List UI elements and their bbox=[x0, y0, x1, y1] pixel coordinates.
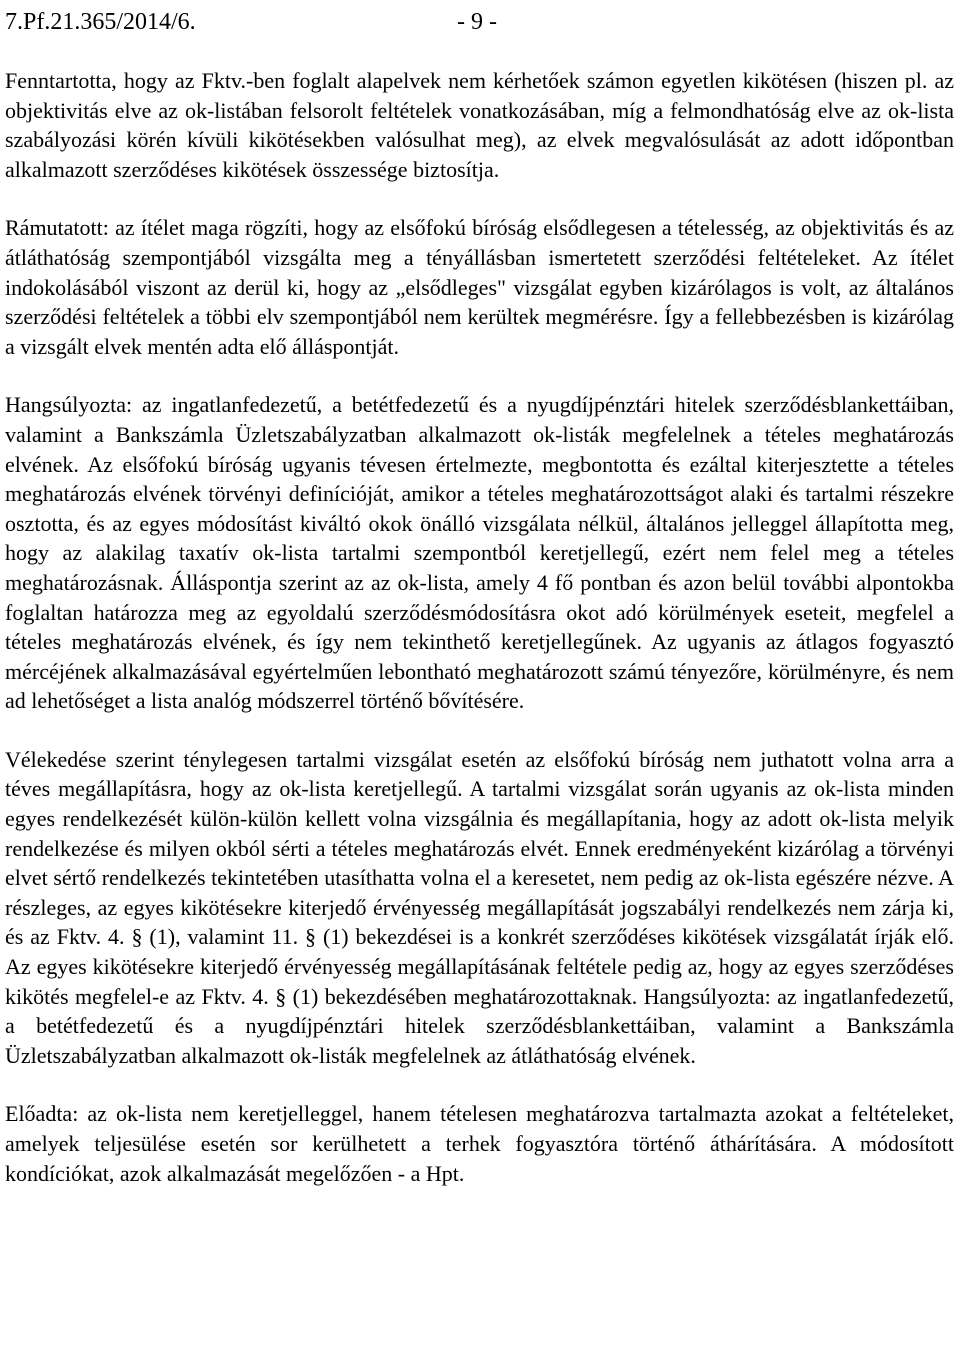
case-reference: 7.Pf.21.365/2014/6. bbox=[5, 9, 196, 35]
paragraph-2: Rámutatott: az ítélet maga rögzíti, hogy az elsőfokú bíróság elsődlegesen a tételesség, az objektivitás és az átláthatóság szempontjából vizsgálta meg a tényállásban ismertetett szerződési feltételeket. Az ítélet indokolásából viszont az derül ki, hogy az „elsődleges" vizsgálat egyben kizárólagos is volt, az általános szerződési feltételek a többi elv szempontjából nem kerültek megmérésre. Így a fellebbezésben is kizárólag a vizsgált elvek mentén adta elő álláspontját. bbox=[5, 215, 954, 359]
paragraph-4: Vélekedése szerint ténylegesen tartalmi vizsgálat esetén az elsőfokú bíróság nem juthatott volna arra a téves megállapításra, hogy az ok-lista keretjellegű. A tartalmi vizsgálat során ugyanis az ok-lista minden egyes rendelkezését külön-külön kellett volna vizsgálnia és megállapítania, hogy az adott ok-lista melyik rendelkezése és milyen okból sérti a tételes meghatározás elvét. Ennek eredményeként kizárólag a törvényi elvet sértő rendelkezés tekintetében utasíthatta volna el a keresetet, nem pedig az ok-lista egészére nézve. A részleges, az egyes kikötésekre kiterjedő érvényesség megállapítását jogszabályi rendelkezés nem zárja ki, és az Fktv. 4. § (1), valamint 11. § (1) bekezdései is a konkrét szerződéses kikötések vizsgálatát írják elő. Az egyes kikötésekre kiterjedő érvényesség megállapításának feltétele pedig az, hogy az egyes szerződéses kikötés megfelel-e az Fktv. 4. § (1) bekezdésében meghatározottaknak. Hangsúlyozta: az ingatlanfedezetű, a betétfedezetű és a nyugdíjpénztári hitelek szerződésblankettáiban, valamint a Bankszámla Üzletszabályzatban alkalmazott ok-listák megfelelnek az átláthatóság elvének. bbox=[5, 746, 954, 1068]
paragraph-3: Hangsúlyozta: az ingatlanfedezetű, a betétfedezetű és a nyugdíjpénztári hitelek szerződésblankettáiban, valamint a Bankszámla Üzletszabályzatban alkalmazott ok-listák megfelelnek a tételes meghatározás elvének. Az elsőfokú bíróság ugyanis tévesen értelmezte, megbontotta és ezáltal kiterjesztette a tételes meghatározás elvének törvényi definícióját, amikor a tételes meghatározottságot alaki és tartalmi részekre osztotta, és az egyes módosítást kiváltó okok önálló vizsgálata nélkül, általános jelleggel állapította meg, hogy az alakilag taxatív ok-lista tartalmi szempontból keretjellegű, ezért nem felel meg a tételes meghatározásnak. Álláspontja szerint az az ok-lista, amely 4 fő pontban és azon belül további alpontokba foglaltan határozza meg az egyoldalú szerződésmódosításra okot adó körülmények eseteit, megfelel a tételes meghatározás elvének, és így nem tekinthető keretjellegűnek. Az ugyanis az átlagos fogyasztó mércéjének alkalmazásával egyértelműen lebontható meghatározott számú tényezőre, körülményre, és nem ad lehetőséget a lista analóg módszerrel történő bővítésére. bbox=[5, 392, 954, 714]
paragraph-5: Előadta: az ok-lista nem keretjelleggel, hanem tételesen meghatározva tartalmazta azokat a feltételeket, amelyek teljesülése esetén sor kerülhetett a terhek fogyasztóra történő áthárítására. A módosított kondíciókat, azok alkalmazását megelőzően - a Hpt. bbox=[5, 1101, 954, 1186]
page-header bbox=[5, 0, 954, 44]
document-page bbox=[5, 0, 954, 1370]
paragraph-1: Fenntartotta, hogy az Fktv.-ben foglalt alapelvek nem kérhetőek számon egyetlen kikötésen (hiszen pl. az objektivitás elve az ok-listában felsorolt feltételek vonatkozásában, míg a felmondhatóság elve az ok-lista szabályozási körén kívüli kikötésekben valósulhat meg), az elvek megvalósulását az adott időpontban alkalmazott szerződéses kikötések összessége biztosítja. bbox=[5, 68, 954, 182]
page-number: - 9 - bbox=[457, 9, 497, 35]
